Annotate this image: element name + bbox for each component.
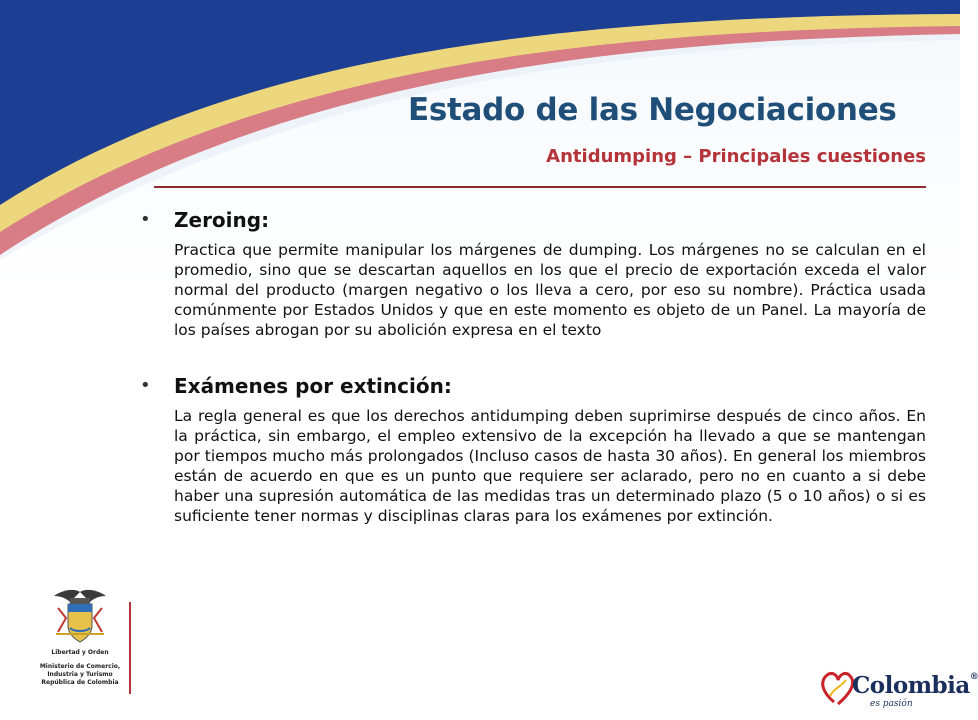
brand-name-text: Colombia xyxy=(852,672,970,699)
coat-of-arms-icon xyxy=(40,588,120,648)
footer-divider xyxy=(129,602,131,694)
bullet-heading: Zeroing: xyxy=(174,208,270,232)
bullet-paragraph: Practica que permite manipular los márgenes de dumping. Los márgenes no se calculan en el promedio, sino que se descartan aquellos en los que el precio de exportación exceda el valor normal del producto (margen negativo o los lleva a cero, por eso su nombre). Práctica usada comúnmente por Estados Unidos y que en este momento es objeto de un Panel. La mayoría de los países abrogan por su abolición expresa en el texto xyxy=(174,241,926,339)
bullet-dot-icon: • xyxy=(140,209,151,230)
ministry-line: Ministerio de Comercio, xyxy=(39,663,121,670)
brand-name xyxy=(852,672,978,699)
crest-motto: Libertad y Orden xyxy=(51,649,109,656)
bullet-dot-icon: • xyxy=(140,375,151,396)
bullet-paragraph: La regla general es que los derechos antidumping deben suprimirse después de cinco años. En la práctica, sin embargo, el empleo extensivo de la excepción ha llevado a que se mantengan por tiempos mucho más prolongados (Incluso casos de hasta 30 años). En general los miembros están de acuerdo en que es un punto que requiere ser aclarado, pero no en cuanto a si debe haber una supresión automática de las medidas tras un determinado plazo (5 o 10 años) o si es suficiente tener normas y disciplinas claras para los exámenes por extinción. xyxy=(174,407,926,525)
bullet-zeroing xyxy=(140,206,926,340)
ministry-line: República de Colombia xyxy=(41,679,119,686)
bullet-examenes xyxy=(140,372,926,526)
spacer xyxy=(140,340,926,372)
ministry-line: Industria y Turismo xyxy=(47,671,113,678)
title-divider xyxy=(154,186,926,188)
bullet-list xyxy=(140,206,926,526)
brand-registered-mark: ® xyxy=(969,672,978,682)
ministry-label xyxy=(30,663,130,687)
slide-title: Estado de las Negociaciones xyxy=(408,92,897,128)
bullet-heading: Exámenes por extinción: xyxy=(174,374,452,398)
slide-subtitle: Antidumping – Principales cuestiones xyxy=(546,146,926,167)
brand-tagline: es pasión xyxy=(870,699,913,709)
